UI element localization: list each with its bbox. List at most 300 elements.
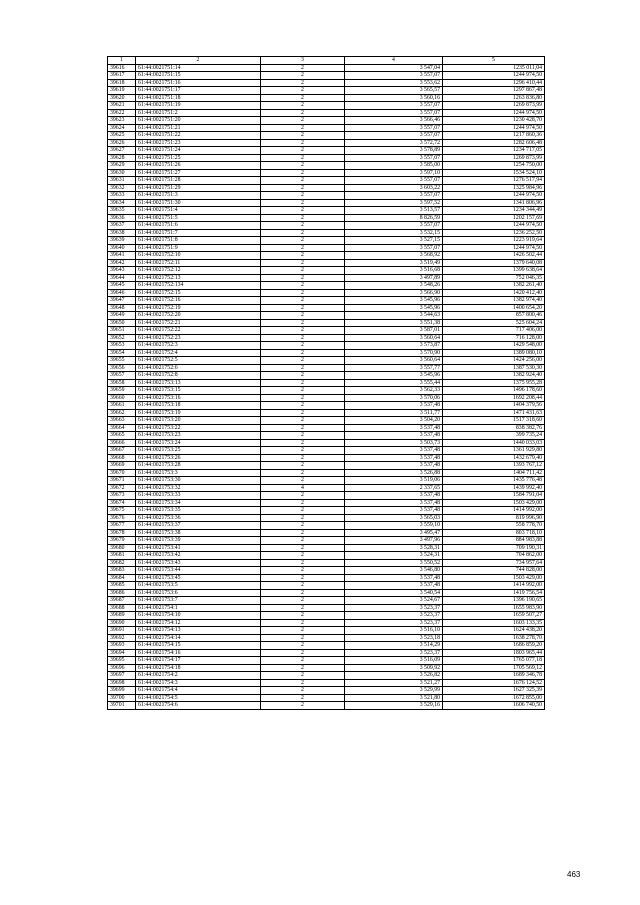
area-value-cell: 3 544,63 bbox=[345, 312, 443, 320]
area-value-cell: 3 528,31 bbox=[345, 544, 443, 552]
table-row bbox=[108, 124, 545, 132]
category-cell: 2 bbox=[261, 79, 345, 87]
category-cell: 2 bbox=[261, 529, 345, 537]
cadastral-value-cell: 558 778,70 bbox=[443, 522, 545, 530]
row-number-cell: 39669 bbox=[108, 462, 136, 470]
row-number-cell: 39686 bbox=[108, 589, 136, 597]
table-row bbox=[108, 252, 545, 260]
area-value-cell: 3 557,07 bbox=[345, 154, 443, 162]
category-cell: 2 bbox=[261, 612, 345, 620]
cadastral-value-cell: 716 128,00 bbox=[443, 334, 545, 342]
table-row bbox=[108, 64, 545, 72]
row-number-cell: 39647 bbox=[108, 297, 136, 305]
table-row bbox=[108, 522, 545, 530]
row-number-cell: 39639 bbox=[108, 237, 136, 245]
area-value-cell: 3 566,90 bbox=[345, 289, 443, 297]
row-number-cell: 39622 bbox=[108, 109, 136, 117]
cadastral-number-cell: 61:44:0021752:8 bbox=[136, 372, 261, 380]
row-number-cell: 39691 bbox=[108, 627, 136, 635]
category-cell: 2 bbox=[261, 94, 345, 102]
cadastral-number-cell: 61:44:0021752:22 bbox=[136, 327, 261, 335]
row-number-cell: 39646 bbox=[108, 289, 136, 297]
area-value-cell: 3 540,54 bbox=[345, 589, 443, 597]
category-cell: 2 bbox=[261, 634, 345, 642]
cadastral-number-cell: 61:44:0021754:5 bbox=[136, 694, 261, 702]
cadastral-number-cell: 61:44:0021751:23 bbox=[136, 139, 261, 147]
cadastral-value-cell: 1419 756,54 bbox=[443, 589, 545, 597]
row-number-cell: 39697 bbox=[108, 672, 136, 680]
row-number-cell: 39687 bbox=[108, 597, 136, 605]
cadastral-number-cell: 61:44:0021751:28 bbox=[136, 177, 261, 185]
area-value-cell: 3 557,77 bbox=[345, 364, 443, 372]
cadastral-number-cell: 61:44:0021752:5 bbox=[136, 357, 261, 365]
cadastral-value-cell: 709 190,31 bbox=[443, 544, 545, 552]
category-cell: 2 bbox=[261, 394, 345, 402]
table-row bbox=[108, 657, 545, 665]
cadastral-value-cell: 1236 252,50 bbox=[443, 229, 545, 237]
category-cell: 2 bbox=[261, 162, 345, 170]
cadastral-number-cell: 61:44:0021753:43 bbox=[136, 559, 261, 567]
cadastral-number-cell: 61:44:0021752:16 bbox=[136, 297, 261, 305]
row-number-cell: 39682 bbox=[108, 559, 136, 567]
column-header-4: 4 bbox=[345, 57, 443, 65]
row-number-cell: 39620 bbox=[108, 94, 136, 102]
area-value-cell: 3 565,03 bbox=[345, 514, 443, 522]
table-row bbox=[108, 327, 545, 335]
category-cell: 2 bbox=[261, 657, 345, 665]
category-cell: 2 bbox=[261, 447, 345, 455]
area-value-cell: 3 545,96 bbox=[345, 297, 443, 305]
cadastral-number-cell: 61:44:0021751:3 bbox=[136, 192, 261, 200]
cadastral-value-cell: 1584 791,04 bbox=[443, 492, 545, 500]
row-number-cell: 39678 bbox=[108, 529, 136, 537]
category-cell: 2 bbox=[261, 109, 345, 117]
area-value-cell: 3 562,33 bbox=[345, 387, 443, 395]
category-cell: 2 bbox=[261, 409, 345, 417]
category-cell: 2 bbox=[261, 132, 345, 140]
cadastral-number-cell: 61:44:0021751:9 bbox=[136, 244, 261, 252]
category-cell: 2 bbox=[261, 72, 345, 80]
row-number-cell: 39675 bbox=[108, 507, 136, 515]
cadastral-number-cell: 61:44:0021754:18 bbox=[136, 664, 261, 672]
category-cell: 2 bbox=[261, 147, 345, 155]
cadastral-value-table bbox=[107, 56, 545, 710]
cadastral-value-cell: 744 828,00 bbox=[443, 567, 545, 575]
row-number-cell: 39690 bbox=[108, 619, 136, 627]
cadastral-value-cell: 1517 318,60 bbox=[443, 417, 545, 425]
cadastral-value-cell: 1414 992,00 bbox=[443, 507, 545, 515]
area-value-cell: 3 572,72 bbox=[345, 139, 443, 147]
table-row bbox=[108, 447, 545, 455]
area-value-cell: 3 521,27 bbox=[345, 679, 443, 687]
cadastral-number-cell: 61:44:0021751:25 bbox=[136, 154, 261, 162]
cadastral-number-cell: 61:44:0021751:18 bbox=[136, 94, 261, 102]
table-row bbox=[108, 702, 545, 710]
table-row bbox=[108, 372, 545, 380]
area-value-cell: 3 547,04 bbox=[345, 64, 443, 72]
cadastral-value-cell: 1435 776,48 bbox=[443, 477, 545, 485]
category-cell: 2 bbox=[261, 597, 345, 605]
table-row bbox=[108, 289, 545, 297]
category-cell: 2 bbox=[261, 462, 345, 470]
cadastral-number-cell: 61:44:0021754:6 bbox=[136, 702, 261, 710]
row-number-cell: 39653 bbox=[108, 342, 136, 350]
cadastral-value-cell: 704 862,00 bbox=[443, 552, 545, 560]
cadastral-number-cell: 61:44:0021751:17 bbox=[136, 87, 261, 95]
row-number-cell: 39668 bbox=[108, 454, 136, 462]
cadastral-value-cell: 1471 431,63 bbox=[443, 409, 545, 417]
table-body bbox=[108, 64, 545, 709]
row-number-cell: 39699 bbox=[108, 687, 136, 695]
row-number-cell: 39655 bbox=[108, 357, 136, 365]
category-cell: 2 bbox=[261, 267, 345, 275]
category-cell: 2 bbox=[261, 574, 345, 582]
cadastral-value-cell: 884 983,88 bbox=[443, 537, 545, 545]
row-number-cell: 39688 bbox=[108, 604, 136, 612]
row-number-cell: 39634 bbox=[108, 199, 136, 207]
cadastral-number-cell: 61:44:0021753:34 bbox=[136, 499, 261, 507]
row-number-cell: 39652 bbox=[108, 334, 136, 342]
cadastral-value-cell: 1400 654,20 bbox=[443, 304, 545, 312]
cadastral-number-cell: 61:44:0021751:2 bbox=[136, 109, 261, 117]
cadastral-number-cell: 61:44:0021754:4 bbox=[136, 687, 261, 695]
row-number-cell: 39619 bbox=[108, 87, 136, 95]
category-cell: 2 bbox=[261, 492, 345, 500]
category-cell: 2 bbox=[261, 117, 345, 125]
category-cell: 2 bbox=[261, 169, 345, 177]
area-value-cell: 2 337,65 bbox=[345, 484, 443, 492]
table-row bbox=[108, 627, 545, 635]
category-cell: 2 bbox=[261, 402, 345, 410]
row-number-cell: 39677 bbox=[108, 522, 136, 530]
table-row bbox=[108, 439, 545, 447]
category-cell: 2 bbox=[261, 379, 345, 387]
category-cell: 2 bbox=[261, 627, 345, 635]
table-row bbox=[108, 394, 545, 402]
category-cell: 2 bbox=[261, 252, 345, 260]
cadastral-value-cell: 1244 974,50 bbox=[443, 222, 545, 230]
row-number-cell: 39642 bbox=[108, 259, 136, 267]
cadastral-number-cell: 61:44:0021753:20 bbox=[136, 417, 261, 425]
area-value-cell: 3 519,49 bbox=[345, 259, 443, 267]
category-cell: 2 bbox=[261, 522, 345, 530]
category-cell: 2 bbox=[261, 334, 345, 342]
cadastral-value-cell: 1382 924,40 bbox=[443, 372, 545, 380]
cadastral-value-cell: 1404 711,42 bbox=[443, 469, 545, 477]
table-row bbox=[108, 94, 545, 102]
cadastral-value-cell: 1361 929,80 bbox=[443, 447, 545, 455]
row-number-cell: 39672 bbox=[108, 484, 136, 492]
row-number-cell: 39701 bbox=[108, 702, 136, 710]
area-value-cell: 3 557,07 bbox=[345, 177, 443, 185]
category-cell: 2 bbox=[261, 312, 345, 320]
row-number-cell: 39696 bbox=[108, 664, 136, 672]
cadastral-value-cell: 1404 379,56 bbox=[443, 402, 545, 410]
area-value-cell: 3 553,62 bbox=[345, 79, 443, 87]
table-row bbox=[108, 432, 545, 440]
area-value-cell: 3 545,96 bbox=[345, 304, 443, 312]
table-row bbox=[108, 304, 545, 312]
category-cell: 2 bbox=[261, 297, 345, 305]
cadastral-value-cell: 717 406,00 bbox=[443, 327, 545, 335]
cadastral-value-cell: 1254 750,00 bbox=[443, 162, 545, 170]
table-row bbox=[108, 409, 545, 417]
row-number-cell: 39649 bbox=[108, 312, 136, 320]
table-row bbox=[108, 642, 545, 650]
table-row bbox=[108, 312, 545, 320]
category-cell: 2 bbox=[261, 619, 345, 627]
row-number-cell: 39660 bbox=[108, 394, 136, 402]
cadastral-value-cell: 1638 278,70 bbox=[443, 634, 545, 642]
row-number-cell: 39638 bbox=[108, 229, 136, 237]
area-value-cell: 3 557,07 bbox=[345, 102, 443, 110]
table-row bbox=[108, 679, 545, 687]
cadastral-value-cell: 1244 974,50 bbox=[443, 124, 545, 132]
row-number-cell: 39670 bbox=[108, 469, 136, 477]
area-value-cell: 3 537,48 bbox=[345, 424, 443, 432]
cadastral-number-cell: 61:44:0021752:10 bbox=[136, 252, 261, 260]
table-row bbox=[108, 319, 545, 327]
table-row bbox=[108, 237, 545, 245]
category-cell: 2 bbox=[261, 124, 345, 132]
area-value-cell: 3 526,82 bbox=[345, 672, 443, 680]
category-cell: 2 bbox=[261, 702, 345, 710]
column-header-5: 5 bbox=[443, 57, 545, 65]
cadastral-number-cell: 61:44:0021751:16 bbox=[136, 79, 261, 87]
table-row bbox=[108, 274, 545, 282]
row-number-cell: 39623 bbox=[108, 117, 136, 125]
category-cell: 2 bbox=[261, 559, 345, 567]
category-cell: 2 bbox=[261, 424, 345, 432]
cadastral-value-cell: 803 718,10 bbox=[443, 529, 545, 537]
cadastral-number-cell: 61:44:0021752:134 bbox=[136, 282, 261, 290]
area-value-cell: 3 514,29 bbox=[345, 642, 443, 650]
row-number-cell: 39630 bbox=[108, 169, 136, 177]
row-number-cell: 39626 bbox=[108, 139, 136, 147]
row-number-cell: 39657 bbox=[108, 372, 136, 380]
table-row bbox=[108, 544, 545, 552]
table-row bbox=[108, 612, 545, 620]
category-cell: 2 bbox=[261, 274, 345, 282]
table-row bbox=[108, 79, 545, 87]
cadastral-value-cell: 525 604,24 bbox=[443, 319, 545, 327]
cadastral-value-cell: 1223 919,64 bbox=[443, 237, 545, 245]
row-number-cell: 39689 bbox=[108, 612, 136, 620]
row-number-cell: 39631 bbox=[108, 177, 136, 185]
cadastral-number-cell: 61:44:0021754:3 bbox=[136, 679, 261, 687]
row-number-cell: 39628 bbox=[108, 154, 136, 162]
cadastral-value-cell: 1420 412,40 bbox=[443, 289, 545, 297]
table-row bbox=[108, 559, 545, 567]
area-value-cell: 3 585,00 bbox=[345, 162, 443, 170]
table-row bbox=[108, 229, 545, 237]
area-value-cell: 3 578,89 bbox=[345, 147, 443, 155]
row-number-cell: 39656 bbox=[108, 364, 136, 372]
column-header-3: 3 bbox=[261, 57, 345, 65]
area-value-cell: 3 537,48 bbox=[345, 402, 443, 410]
table-row bbox=[108, 484, 545, 492]
cadastral-number-cell: 61:44:0021751:22 bbox=[136, 132, 261, 140]
cadastral-value-cell: 1705 569,12 bbox=[443, 664, 545, 672]
area-value-cell: 3 597,52 bbox=[345, 199, 443, 207]
table-row bbox=[108, 687, 545, 695]
cadastral-value-cell: 1244 974,50 bbox=[443, 244, 545, 252]
cadastral-number-cell: 61:44:0021753:38 bbox=[136, 529, 261, 537]
row-number-cell: 39676 bbox=[108, 514, 136, 522]
cadastral-value-cell: 1341 806,96 bbox=[443, 199, 545, 207]
table-row bbox=[108, 582, 545, 590]
cadastral-value-cell: 1269 873,99 bbox=[443, 154, 545, 162]
table-row bbox=[108, 132, 545, 140]
category-cell: 2 bbox=[261, 214, 345, 222]
table-row bbox=[108, 222, 545, 230]
row-number-cell: 39632 bbox=[108, 184, 136, 192]
row-number-cell: 39667 bbox=[108, 447, 136, 455]
category-cell: 2 bbox=[261, 387, 345, 395]
cadastral-value-cell: 1282 606,48 bbox=[443, 139, 545, 147]
row-number-cell: 39684 bbox=[108, 574, 136, 582]
cadastral-number-cell: 61:44:0021752:13 bbox=[136, 274, 261, 282]
cadastral-value-cell: 1297 867,48 bbox=[443, 87, 545, 95]
table-row bbox=[108, 267, 545, 275]
column-header-2: 2 bbox=[136, 57, 261, 65]
table-row bbox=[108, 492, 545, 500]
area-value-cell: 3 516,09 bbox=[345, 657, 443, 665]
row-number-cell: 39651 bbox=[108, 327, 136, 335]
cadastral-value-cell: 1496 178,60 bbox=[443, 387, 545, 395]
cadastral-number-cell: 61:44:0021751:6 bbox=[136, 222, 261, 230]
area-value-cell: 3 497,89 bbox=[345, 274, 443, 282]
table-row bbox=[108, 259, 545, 267]
area-value-cell: 3 537,48 bbox=[345, 507, 443, 515]
row-number-cell: 39700 bbox=[108, 694, 136, 702]
table-row bbox=[108, 424, 545, 432]
table-row bbox=[108, 387, 545, 395]
row-number-cell: 39658 bbox=[108, 379, 136, 387]
category-cell: 4 bbox=[261, 484, 345, 492]
table-row bbox=[108, 417, 545, 425]
table-row bbox=[108, 477, 545, 485]
table-row bbox=[108, 109, 545, 117]
row-number-cell: 39692 bbox=[108, 634, 136, 642]
cadastral-number-cell: 61:44:0021753:13 bbox=[136, 379, 261, 387]
cadastral-number-cell: 61:44:0021752:11 bbox=[136, 259, 261, 267]
area-value-cell: 3 597,10 bbox=[345, 169, 443, 177]
cadastral-value-cell: 1672 855,00 bbox=[443, 694, 545, 702]
cadastral-value-cell: 1389 080,10 bbox=[443, 349, 545, 357]
category-cell: 2 bbox=[261, 237, 345, 245]
table-row bbox=[108, 462, 545, 470]
table-row bbox=[108, 634, 545, 642]
area-value-cell: 3 524,31 bbox=[345, 552, 443, 560]
row-number-cell: 39643 bbox=[108, 267, 136, 275]
cadastral-number-cell: 61:44:0021751:24 bbox=[136, 147, 261, 155]
cadastral-value-cell: 1276 517,94 bbox=[443, 177, 545, 185]
category-cell: 2 bbox=[261, 552, 345, 560]
cadastral-value-cell: 1692 208,44 bbox=[443, 394, 545, 402]
table-row bbox=[108, 552, 545, 560]
table-row bbox=[108, 147, 545, 155]
area-value-cell: 3 497,96 bbox=[345, 537, 443, 545]
cadastral-value-cell: 1263 836,80 bbox=[443, 94, 545, 102]
category-cell: 2 bbox=[261, 582, 345, 590]
row-number-cell: 39695 bbox=[108, 657, 136, 665]
category-cell: 2 bbox=[261, 87, 345, 95]
area-value-cell: 3 557,07 bbox=[345, 109, 443, 117]
cadastral-number-cell: 61:44:0021752:19 bbox=[136, 304, 261, 312]
area-value-cell: 3 521,80 bbox=[345, 694, 443, 702]
category-cell: 2 bbox=[261, 244, 345, 252]
cadastral-number-cell: 61:44:0021752:4 bbox=[136, 349, 261, 357]
cadastral-number-cell: 61:44:0021753:39 bbox=[136, 537, 261, 545]
cadastral-value-cell: 838 382,76 bbox=[443, 424, 545, 432]
cadastral-value-cell: 1325 984,96 bbox=[443, 184, 545, 192]
category-cell: 2 bbox=[261, 139, 345, 147]
cadastral-number-cell: 61:44:0021751:5 bbox=[136, 214, 261, 222]
cadastral-value-cell: 1382 974,40 bbox=[443, 297, 545, 305]
area-value-cell: 3 513,57 bbox=[345, 207, 443, 215]
table-row bbox=[108, 244, 545, 252]
cadastral-number-cell: 61:44:0021751:26 bbox=[136, 162, 261, 170]
table-row bbox=[108, 454, 545, 462]
cadastral-number-cell: 61:44:0021751:20 bbox=[136, 117, 261, 125]
cadastral-number-cell: 61:44:0021753:5 bbox=[136, 582, 261, 590]
area-value-cell: 3 559,10 bbox=[345, 522, 443, 530]
cadastral-number-cell: 61:44:0021751:21 bbox=[136, 124, 261, 132]
category-cell: 2 bbox=[261, 199, 345, 207]
cadastral-number-cell: 61:44:0021754:17 bbox=[136, 657, 261, 665]
area-value-cell: 3 573,87 bbox=[345, 342, 443, 350]
area-value-cell: 3 529,16 bbox=[345, 702, 443, 710]
row-number-cell: 39648 bbox=[108, 304, 136, 312]
area-value-cell: 3 537,48 bbox=[345, 574, 443, 582]
table-row bbox=[108, 597, 545, 605]
area-value-cell: 3 546,80 bbox=[345, 567, 443, 575]
area-value-cell: 3 557,07 bbox=[345, 244, 443, 252]
table-row bbox=[108, 207, 545, 215]
row-number-cell: 39640 bbox=[108, 244, 136, 252]
area-value-cell: 3 570,90 bbox=[345, 349, 443, 357]
cadastral-value-cell: 1534 524,10 bbox=[443, 169, 545, 177]
area-value-cell: 3 545,96 bbox=[345, 372, 443, 380]
category-cell: 2 bbox=[261, 604, 345, 612]
cadastral-value-cell: 1603 133,35 bbox=[443, 619, 545, 627]
table-row bbox=[108, 297, 545, 305]
row-number-cell: 39659 bbox=[108, 387, 136, 395]
category-cell: 2 bbox=[261, 349, 345, 357]
row-number-cell: 39635 bbox=[108, 207, 136, 215]
cadastral-value-cell: 1234 344,49 bbox=[443, 207, 545, 215]
table-row bbox=[108, 214, 545, 222]
area-value-cell: 3 523,37 bbox=[345, 649, 443, 657]
category-cell: 2 bbox=[261, 222, 345, 230]
area-value-cell: 3 537,48 bbox=[345, 492, 443, 500]
cadastral-value-cell: 1689 346,78 bbox=[443, 672, 545, 680]
category-cell: 2 bbox=[261, 357, 345, 365]
row-number-cell: 39637 bbox=[108, 222, 136, 230]
category-cell: 2 bbox=[261, 282, 345, 290]
category-cell: 2 bbox=[261, 364, 345, 372]
cadastral-value-cell: 734 957,64 bbox=[443, 559, 545, 567]
row-number-cell: 39681 bbox=[108, 552, 136, 560]
cadastral-value-cell: 1624 438,20 bbox=[443, 627, 545, 635]
area-value-cell: 3 532,15 bbox=[345, 229, 443, 237]
table-row bbox=[108, 402, 545, 410]
cadastral-value-cell: 1234 717,05 bbox=[443, 147, 545, 155]
category-cell: 2 bbox=[261, 259, 345, 267]
table-row bbox=[108, 282, 545, 290]
cadastral-number-cell: 61:44:0021753:32 bbox=[136, 484, 261, 492]
